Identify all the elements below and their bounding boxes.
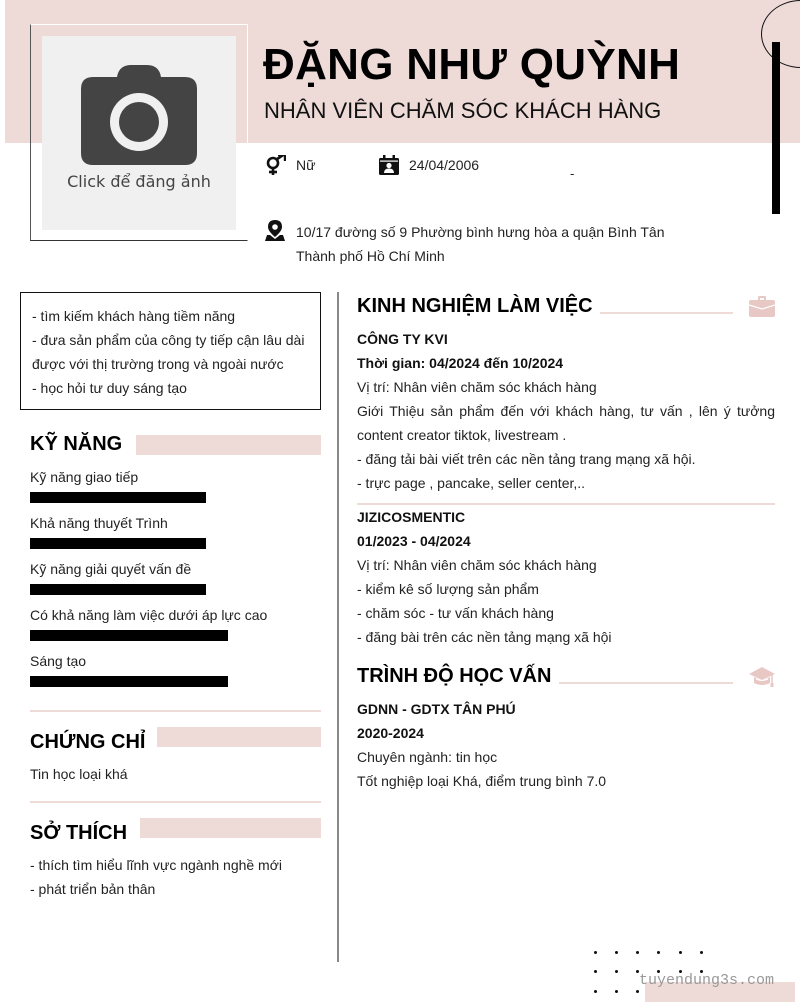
education-details [357,745,775,793]
skill-bar [30,676,228,687]
skills-title: KỸ NĂNG [30,433,123,455]
education-school: GDNN - GDTX TÂN PHÚ [357,701,516,717]
address-line-2: Thành phố Hồ Chí Minh [296,248,445,264]
location-icon [265,220,285,241]
education-title-line [559,682,733,684]
job-task: - trực page , pancake, seller center,.. [357,475,586,491]
gender-row [265,155,315,175]
education-major: Chuyên ngành: tin học [357,749,498,765]
skill-bar [30,492,206,503]
job-title: NHÂN VIÊN CHĂM SÓC KHÁCH HÀNG [264,98,662,123]
skill-bar [30,630,228,641]
camera-icon [81,65,197,165]
objective-line: được với thị trường trong và ngoài nước [32,356,284,372]
job-task: - đăng bài trên các nền tảng mạng xã hội [357,629,612,645]
graduation-cap-icon [749,667,775,689]
job-task: - chăm sóc - tư vấn khách hàng [357,605,554,621]
objective-line: - đưa sản phẩm của công ty tiếp cận lâu dài [32,332,305,348]
calendar-icon [379,155,399,175]
skill-label: Kỹ năng giao tiếp [30,469,139,485]
skill-bar [30,538,206,549]
birthday-row [379,155,479,175]
experience-title-line [600,312,733,314]
objective-line: - tìm kiếm khách hàng tiềm năng [32,308,236,324]
job-company: JIZICOSMENTIC [357,509,466,525]
education-result: Tốt nghiệp loại Khá, điểm trung bình 7.0 [357,773,607,789]
skill-label: Khả năng thuyết Trình [30,515,168,531]
skill-label: Sáng tạo [30,653,87,669]
extra-info: - [570,166,575,181]
hobbies-title: SỞ THÍCH [30,822,128,844]
skill-bar [30,584,206,595]
watermark: tuyendung3s.com [639,972,775,989]
section-divider [30,710,321,712]
address-line-1: 10/17 đường số 9 Phường bình hưng hòa a quận Bình Tân [296,224,665,240]
certificate-item: Tin học loại khá [30,766,128,782]
address [296,220,665,268]
decorative-bar [772,42,780,214]
section-divider [30,801,321,803]
hobby-item: - phát triển bản thân [30,881,156,897]
job-position: Vị trí: Nhân viên chăm sóc khách hàng [357,379,597,395]
objective-line: - học hỏi tư duy sáng tạo [32,380,187,396]
career-objective [20,292,321,410]
hobbies-list [30,853,282,901]
column-divider [337,292,339,962]
certificates-title-accent [157,727,321,747]
job-position: Vị trí: Nhân viên chăm sóc khách hàng [357,557,597,573]
job-task: - đăng tải bài viết trên các nền tảng trang mạng xã hội. [357,451,696,467]
job-period: Thời gian: 04/2024 đến 10/2024 [357,355,564,371]
gender-value: Nữ [296,157,316,173]
skills-title-accent [136,435,321,455]
candidate-name: ĐẶNG NHƯ QUỲNH [263,40,681,89]
hobbies-title-accent [140,818,321,838]
job-period: 01/2023 - 04/2024 [357,533,471,549]
skill-label: Có khả năng làm việc dưới áp lực cao [30,607,268,623]
hobby-item: - thích tìm hiểu lĩnh vực ngành nghề mới [30,857,283,873]
job-description: Giới Thiệu sản phẩm đến với khách hàng, tư vấn , lên ý tưởng content creator tiktok, livestream . [357,403,775,443]
job-details [357,375,775,495]
job-company: CÔNG TY KVI [357,331,448,347]
photo-upload[interactable] [42,36,236,230]
skill-label: Kỹ năng giải quyết vấn đề [30,561,192,577]
job-divider [357,503,775,505]
birthday-value: 24/04/2006 [409,157,480,173]
certificates-title: CHỨNG CHỈ [30,731,146,753]
job-task: - kiểm kê số lượng sản phẩm [357,581,539,597]
briefcase-icon [749,296,775,317]
education-title: TRÌNH ĐỘ HỌC VẤN [357,665,552,687]
gender-icon [265,155,286,175]
job-details [357,553,775,649]
education-period: 2020-2024 [357,725,424,741]
experience-title: KINH NGHIỆM LÀM VIỆC [357,295,593,317]
photo-placeholder-text: Click để đăng ảnh [67,172,211,191]
